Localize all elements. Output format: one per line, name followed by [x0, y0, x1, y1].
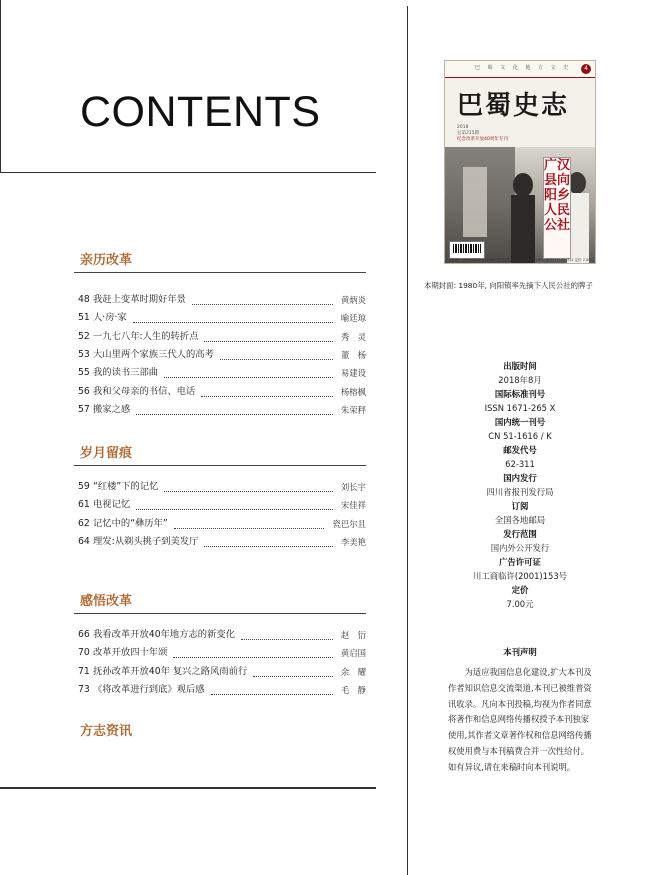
info-value: ISSN 1671-265 X: [484, 403, 556, 413]
info-value: 2018年8月: [498, 375, 542, 385]
toc-page-number: 70: [78, 647, 90, 659]
toc-entry[interactable]: [78, 627, 366, 643]
toc-leader-dots: [136, 501, 333, 510]
toc-entry[interactable]: [78, 402, 366, 418]
toc-page-number: 48: [78, 294, 90, 305]
toc-page-number: 57: [78, 403, 90, 415]
toc-entry-title: 我的读书三部曲: [93, 367, 159, 379]
toc-page-number: 64: [78, 535, 90, 547]
center-divider-rule: [407, 6, 408, 875]
toc-entry-author: 李美艳: [340, 536, 366, 547]
toc-entry[interactable]: [78, 292, 366, 308]
info-label: 国内发行: [503, 473, 537, 483]
cover-sign: 广汉县向阳乡人民公社: [543, 157, 571, 259]
toc-entry-title: 理发:从剃头挑子到美发厅: [93, 535, 199, 547]
toc-entry-title: 我和父母亲的书信、电话: [93, 385, 196, 397]
toc-entry-author: 朱荣秤: [340, 404, 366, 415]
info-label: 广告许可证: [499, 557, 541, 567]
publication-info: [420, 359, 620, 611]
page-title: CONTENTS: [80, 88, 321, 136]
toc-leader-dots: [204, 333, 333, 342]
toc-entry[interactable]: [78, 384, 366, 400]
toc-entry-title: 改革开放四十年颂: [93, 647, 168, 659]
toc-entry[interactable]: [78, 645, 366, 661]
toc-entry-author: 易建设: [340, 368, 366, 379]
toc-entry[interactable]: [78, 329, 366, 345]
toc-entry-title: 大山里两个家族三代人的高考: [93, 348, 214, 360]
toc-entry[interactable]: [78, 365, 366, 381]
toc-page-number: 71: [78, 665, 90, 677]
toc-leader-dots: [201, 388, 333, 397]
info-label: 国际标准刊号: [494, 389, 546, 399]
info-value: CN 51-1616 / K: [488, 431, 552, 441]
toc-entry[interactable]: [78, 347, 366, 363]
toc-leader-dots: [220, 351, 333, 360]
toc-page-number: 62: [78, 517, 90, 529]
toc-entry[interactable]: [78, 310, 366, 326]
info-value: 川工商临许(2001)153号: [472, 571, 568, 581]
toc-entry-title: 《将改革进行到底》观后感: [93, 683, 205, 695]
toc-page-number: 56: [78, 385, 90, 397]
info-label: 发行范围: [503, 529, 537, 539]
section-rule: [74, 613, 366, 614]
toc-entry-author: 余 耀: [340, 666, 366, 677]
toc-entry-author: 杨榕枫: [340, 386, 366, 397]
info-label: 定价: [511, 585, 529, 595]
cover-info-line: 2018: [457, 125, 469, 130]
toc-leader-dots: [174, 520, 324, 529]
toc-entry-author: 秀 灵: [340, 331, 366, 342]
cover-info-line: 总第215期: [457, 131, 480, 136]
section-rule: [74, 465, 366, 466]
info-label: 邮发代号: [503, 445, 537, 455]
toc-entry[interactable]: [78, 516, 366, 532]
info-value: 全国各地邮局: [494, 515, 546, 525]
toc-leader-dots: [204, 538, 333, 547]
cover-top-text: 巴 蜀 文 化 地 方 文 史: [475, 65, 572, 71]
notice-title: 本刊声明: [503, 647, 537, 657]
cover-bottom-text: 国内统一刊号 CN51-1616/K 国际标准刊号 ISSN1671-265X 邮发代号 62-311 定价 7.00元: [449, 258, 594, 262]
toc-entry-title: 一九七八年:人生的转折点: [93, 330, 199, 342]
toc-leader-dots: [211, 686, 333, 695]
toc-page-number: 61: [78, 499, 90, 511]
cover-info-line: 纪念改革开放40周年专刊: [457, 137, 508, 142]
section-heading: 亲历改革: [80, 253, 133, 268]
cover-issue-badge: 4: [581, 64, 591, 74]
bottom-divider-rule: [0, 787, 376, 789]
toc-entry-author: 刘长宇: [340, 482, 366, 492]
toc-entry-title: 记忆中的“彝历年”: [93, 517, 168, 529]
toc-page-number: 66: [78, 629, 90, 640]
info-value: 62-311: [505, 459, 535, 469]
toc-entry-author: 毛 静: [340, 684, 366, 695]
toc-entry-title: 搬家之感: [93, 403, 131, 415]
section-heading: 感悟改革: [80, 594, 133, 609]
info-value: 四川省报刊发行局: [486, 487, 554, 497]
info-value: 国内外公开发行: [490, 543, 550, 553]
section-rule: [74, 272, 366, 273]
toc-entry-author: 董 杨: [340, 349, 366, 360]
section-heading: 方志资讯: [80, 724, 133, 739]
toc-leader-dots: [173, 649, 333, 658]
toc-entry-author: 喻廷琼: [340, 313, 366, 324]
toc-entry-author: 黄炳炎: [340, 295, 366, 305]
toc-entry[interactable]: [78, 497, 366, 513]
info-label: 订阅: [511, 501, 529, 511]
notice-text: 为适应我国信息化建设,扩大本刊及作者知识信息交流渠道,本刊已被维普资讯收录。凡向本刊投稿,均视为作者同意将著作和信息网络传播权授予本刊独家使用,其作者文章著作权和信息网络传播权使用费与本刊稿费合并一次性给付。如有异议,请在来稿时向本刊说明。: [448, 667, 592, 772]
toc-page-number: 73: [78, 683, 90, 695]
cover-info: [457, 125, 508, 143]
toc-page-number: 51: [78, 312, 90, 324]
section-heading: 岁月留痕: [80, 446, 133, 461]
toc-page-number: 52: [78, 330, 90, 342]
toc-entry[interactable]: [78, 534, 366, 550]
toc-entry-title: 抚孙改革开放40年 复兴之路风雨前行: [93, 665, 248, 677]
toc-entry-title: 人·房·家: [93, 312, 127, 324]
toc-entry-author: 赵 衍: [340, 630, 366, 640]
top-divider-rule: [0, 172, 376, 173]
toc-page-number: 59: [78, 481, 90, 492]
magazine-cover: [444, 60, 596, 264]
cover-caption: 本期封面: 1980年, 向阳镇率先摘下人民公社的牌子: [424, 281, 593, 290]
toc-entry-author: 瓷巴尔且: [332, 518, 366, 529]
toc-leader-dots: [253, 668, 333, 677]
toc-entry-author: 宋佳祥: [340, 500, 366, 511]
toc-entry-title: 我赶上变革时期好年景: [93, 294, 186, 305]
toc-page-number: 53: [78, 348, 90, 360]
toc-leader-dots: [133, 314, 333, 323]
toc-page-number: 55: [78, 367, 90, 379]
toc-entry-title: “红楼”下的记忆: [93, 481, 159, 492]
toc-leader-dots: [241, 631, 333, 640]
cover-masthead: 巴蜀史志: [457, 91, 570, 121]
left-border-rule: [0, 0, 1, 172]
toc-entry-title: 我看改革开放40年地方志的新变化: [93, 629, 235, 640]
info-label: 出版时间: [503, 361, 537, 371]
info-value: 7.00元: [506, 599, 534, 609]
toc-leader-dots: [164, 369, 333, 378]
toc-leader-dots: [136, 406, 333, 415]
cover-barcode: [449, 241, 485, 259]
toc-entry-author: 黄启国: [340, 648, 366, 659]
toc-entry[interactable]: [78, 682, 366, 698]
info-label: 国内统一刊号: [494, 417, 546, 427]
toc-entry[interactable]: [78, 664, 366, 680]
toc-leader-dots: [192, 296, 333, 305]
toc-entry[interactable]: [78, 479, 366, 495]
toc-leader-dots: [164, 483, 333, 492]
toc-entry-title: 电视记忆: [93, 499, 131, 511]
